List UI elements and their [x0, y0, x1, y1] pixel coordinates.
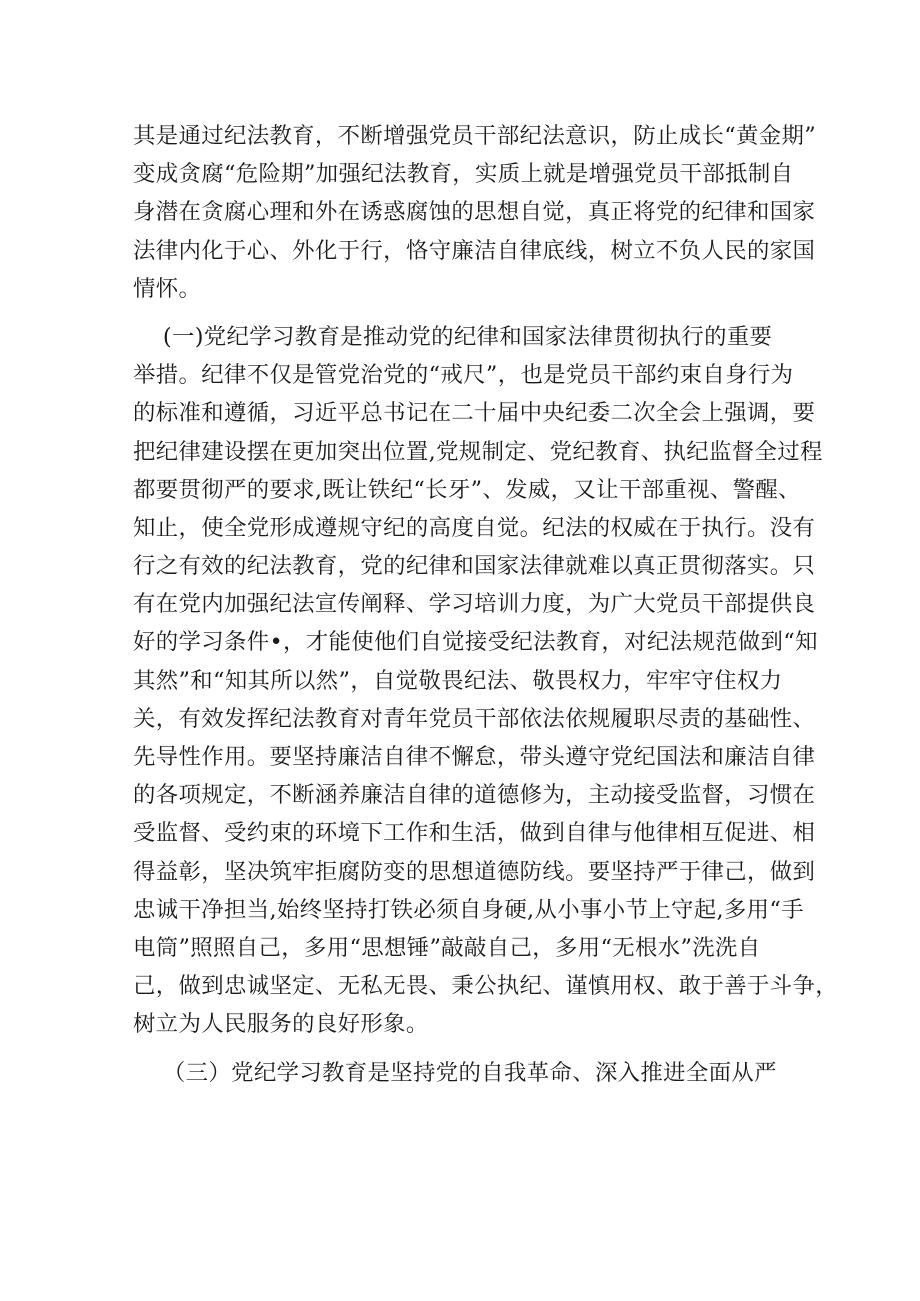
- text-line: 得益彰，坚决筑牢拒腐防变的思想道德防线。要坚持严于律己，做到: [133, 858, 816, 885]
- text-line: 有在党内加强纪法宣传阐释、学习培训力度，为广大党员干部提供良: [133, 591, 816, 618]
- paragraph-gap: [133, 308, 793, 318]
- text-line: 都要贯彻严的要求,既让铁纪“长牙”、发威，又让干部重视、警醒、: [133, 476, 801, 503]
- text-line: 己，做到忠诚坚定、无私无畏、秉公执纪、谨慎用权、敢于善于斗争，: [133, 973, 838, 1000]
- text-line: 树立为人民服务的良好形象。: [133, 1011, 429, 1038]
- body-text: [133, 117, 838, 1092]
- text-line: 受监督、受约束的环境下工作和生活，做到自律与他律相互促进、相: [133, 820, 816, 847]
- text-line: 身潜在贪腐心理和外在诱惑腐蚀的思想自觉，真正将党的纪律和国家: [133, 199, 816, 226]
- text-line: 知止，使全党形成遵规守纪的高度自觉。纪法的权威在于执行。没有: [133, 514, 816, 541]
- text-line: 的标准和遵循，习近平总书记在二十届中央纪委二次全会上强调，要: [133, 400, 816, 427]
- text-line: 其是通过纪法教育，不断增强党员干部纪法意识，防止成长“黄金期”: [133, 123, 817, 149]
- text-line: 其然”和“知其所以然”，自觉敬畏纪法、敬畏权力，牢牢守住权力: [133, 667, 783, 694]
- text-line: 的各项规定，不断涵养廉洁自律的道德修为，主动接受监督，习惯在: [133, 782, 816, 809]
- text-line: （三）党纪学习教育是坚持党的自我革命、深入推进全面从严: [133, 1059, 777, 1086]
- text-line: 好的学习条件•，才能使他们自觉接受纪法教育，对纪法规范做到“知: [133, 629, 818, 656]
- text-line: 忠诚干净担当,始终坚持打铁必须自身硬,从小事小节上守起,多用“手: [133, 896, 804, 923]
- text-line: 法律内化于心、外化于行，恪守廉洁自律底线，树立不负人民的家国: [133, 237, 816, 264]
- text-line: 变成贪腐“危险期”加强纪法教育，实质上就是增强党员干部抵制自: [133, 161, 794, 188]
- text-line: (一)党纪学习教育是推动党的纪律和国家法律贯彻执行的重要: [133, 323, 773, 350]
- text-line: 电筒”照照自己，多用“思想锤”敲敲自己，多用“无根水”洗洗自: [133, 934, 761, 961]
- text-line: 先导性作用。要坚持廉洁自律不懈怠，带头遵守党纪国法和廉洁自律: [133, 744, 816, 770]
- paragraph-gap: [133, 1044, 793, 1054]
- text-line: 情怀。: [133, 275, 202, 302]
- text-line: 举措。纪律不仅是管党治党的“戒尺”，也是党员干部约束自身行为: [133, 362, 794, 389]
- text-line: 行之有效的纪法教育，党的纪律和国家法律就难以真正贯彻落实。只: [133, 553, 816, 580]
- text-line: 关，有效发挥纪法教育对青年党员干部依法依规履职尽责的基础性、: [133, 705, 816, 732]
- text-line: 把纪律建设摆在更加突出位置,党规制定、党纪教育、执纪监督全过程: [133, 438, 823, 465]
